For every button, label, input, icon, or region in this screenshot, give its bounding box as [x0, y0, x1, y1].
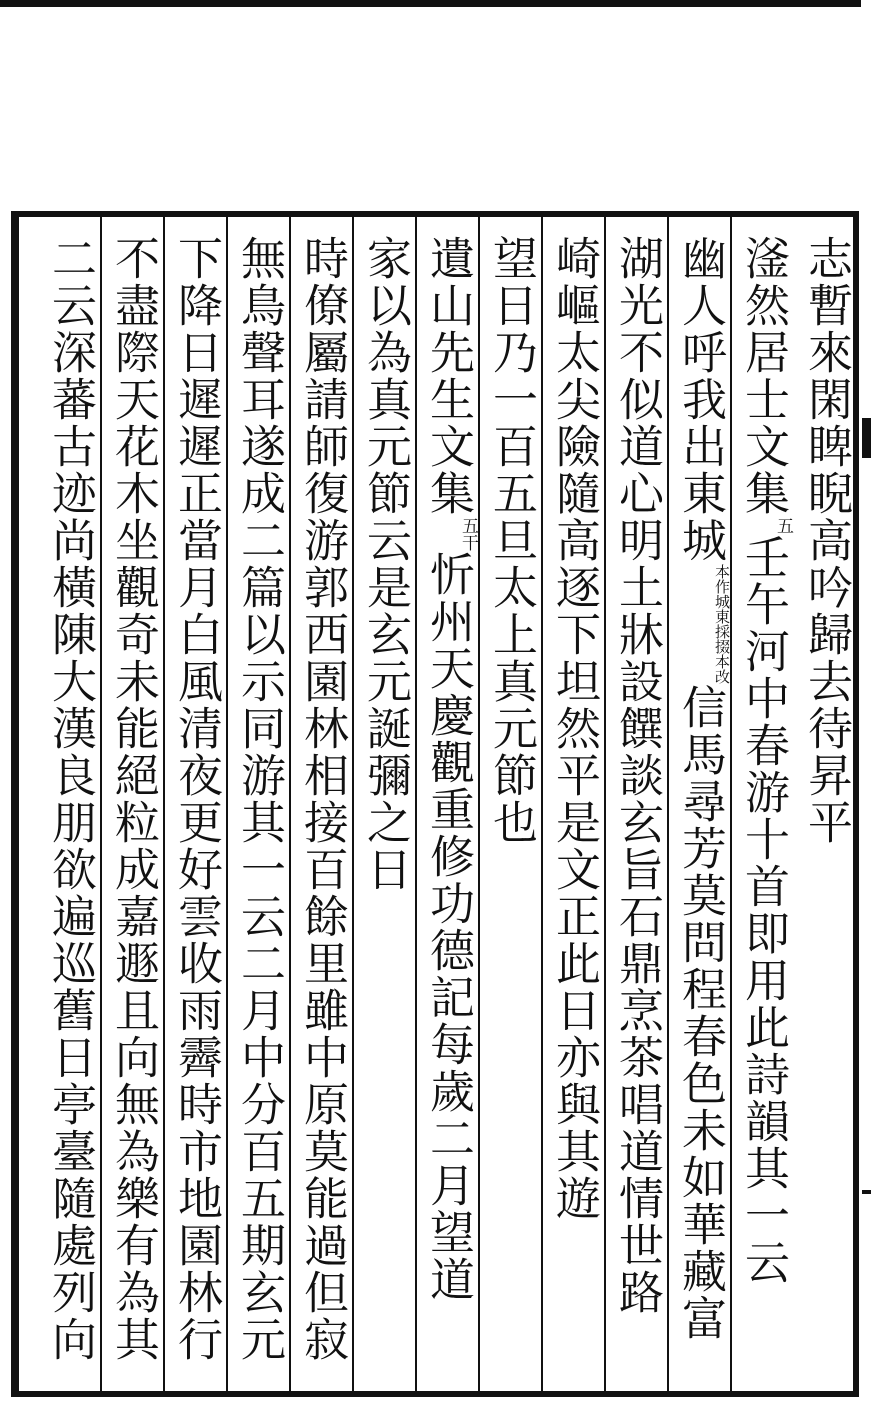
- fold-mark: [862, 418, 871, 458]
- column-text: 望日乃一百五旦太上真元節也: [485, 235, 538, 846]
- interlinear-note: 本作城東採掇本改: [713, 564, 731, 684]
- column-text: 幽人呼我出東城: [674, 235, 727, 564]
- column-text-continued: 信馬尋芳莫問程春色未如華藏富: [674, 684, 727, 1342]
- text-column-10: [226, 217, 289, 1393]
- text-column-11: [163, 217, 226, 1393]
- page-edge: [861, 0, 871, 1405]
- column-text: 志暫來閑睥睨高吟歸去待昇平: [800, 235, 853, 846]
- column-text: 二云深蕃古迹尚橫陳大漢良朋欲遍巡舊日亭臺隨處列向: [44, 235, 97, 1363]
- column-text: 崎嶇太尖險隨高逐下坦然平是文正此日亦與其遊: [548, 235, 601, 1222]
- column-text: 滏然居士文集: [737, 235, 790, 517]
- column-text: 家以為真元節云是玄元誕彌之日: [359, 235, 412, 893]
- column-text: 下降日遲遲正當月白風清夜更好雲收雨霽時市地園林行: [170, 235, 223, 1363]
- text-column-7: [415, 217, 478, 1393]
- fold-mark: [862, 1190, 871, 1194]
- column-text: 不盡際天花木坐觀奇未能絕粒成嘉遯且向無為樂有為其: [107, 235, 160, 1363]
- column-text: 遺山先生文集: [422, 235, 475, 517]
- top-rule: [0, 0, 871, 7]
- text-column-13: [17, 217, 100, 1393]
- text-column-6: [478, 217, 541, 1393]
- text-column-2: [730, 217, 793, 1393]
- column-text-continued: 壬午河中春游十首即用此詩韻其一云: [737, 534, 790, 1286]
- column-text: 湖光不似道心明土牀設饌談玄旨石鼎烹茶唱道情世路: [611, 235, 664, 1316]
- text-column-4: [604, 217, 667, 1393]
- interlinear-note: 五: [773, 517, 793, 534]
- text-column-3: [667, 217, 730, 1393]
- text-column-9: [289, 217, 352, 1393]
- column-text-continued: 忻州天慶觀重修功德記每歲二月望道: [422, 551, 475, 1303]
- interlinear-note: 五干: [458, 517, 478, 551]
- text-column-8: [352, 217, 415, 1393]
- column-text: 無鳥聲耳遂成二篇以示同游其一云二月中分百五期玄元: [233, 235, 286, 1363]
- text-column-12: [100, 217, 163, 1393]
- text-column-5: [541, 217, 604, 1393]
- text-column-1: [793, 217, 856, 1393]
- column-text: 時僚屬請師復游郭西園林相接百餘里雖中原莫能過但寂: [296, 235, 349, 1363]
